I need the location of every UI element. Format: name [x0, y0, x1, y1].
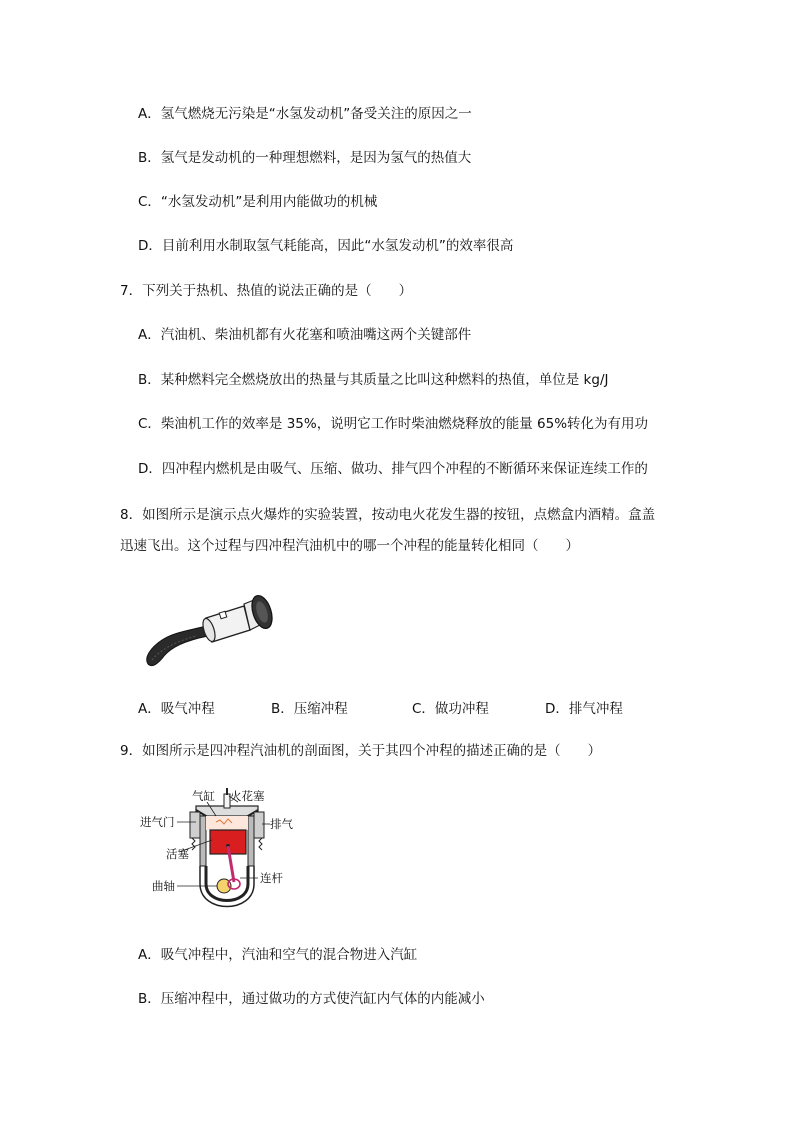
label-spark-plug: 火花塞 [230, 789, 265, 803]
q8-option-d: D．排气冲程 [545, 701, 623, 717]
q9-option-b: B．压缩冲程中，通过做功的方式使汽缸内气体的内能减小 [138, 991, 485, 1007]
ignition-apparatus-figure [140, 578, 280, 670]
q6-option-d: D．目前利用水制取氢气耗能高，因此“水氢发动机”的效率很高 [138, 238, 514, 254]
q8-option-b: B．压缩冲程 [271, 701, 348, 717]
label-crankshaft: 曲轴 [152, 879, 175, 893]
q8-stem-line2: 迅速飞出。这个过程与四冲程汽油机中的哪一个冲程的能量转化相同（ ） [120, 538, 579, 554]
label-exhaust: 排气 [270, 817, 293, 831]
label-piston: 活塞 [166, 847, 189, 861]
label-intake-valve: 进气门 [140, 815, 175, 829]
q9-option-a: A．吸气冲程中，汽油和空气的混合物进入汽缸 [138, 947, 418, 963]
q7-option-b: B．某种燃料完全燃烧放出的热量与其质量之比叫这种燃料的热值，单位是 kg/J [138, 372, 609, 388]
q6-option-b: B．氢气是发动机的一种理想燃料，是因为氢气的热值大 [138, 150, 472, 166]
q7-option-a: A．汽油机、柴油机都有火花塞和喷油嘴这两个关键部件 [138, 327, 472, 343]
q8-option-c: C．做功冲程 [412, 701, 489, 717]
label-connecting-rod: 连杆 [260, 871, 283, 885]
q6-option-c: C．“水氢发动机”是利用内能做功的机械 [138, 194, 378, 210]
q9-stem: 9．如图所示是四冲程汽油机的剖面图，关于其四个冲程的描述正确的是（ ） [120, 743, 602, 759]
q8-option-a: A．吸气冲程 [138, 701, 215, 717]
q8-options-row [138, 697, 658, 715]
q7-option-c: C．柴油机工作的效率是 35%，说明它工作时柴油燃烧释放的能量 65%转化为有用功 [138, 416, 649, 432]
q8-stem-line1: 8．如图所示是演示点火爆炸的实验装置，按动电火花发生器的按钮，点燃盒内酒精。盒盖 [120, 507, 656, 523]
q7-stem: 7．下列关于热机、热值的说法正确的是（ ） [120, 283, 413, 299]
engine-cross-section-figure [140, 786, 310, 918]
label-cylinder: 气缸 [192, 789, 215, 803]
q7-option-d: D．四冲程内燃机是由吸气、压缩、做功、排气四个冲程的不断循环来保证连续工作的 [138, 461, 648, 477]
q6-option-a: A．氢气燃烧无污染是“水氢发动机”备受关注的原因之一 [138, 106, 472, 122]
